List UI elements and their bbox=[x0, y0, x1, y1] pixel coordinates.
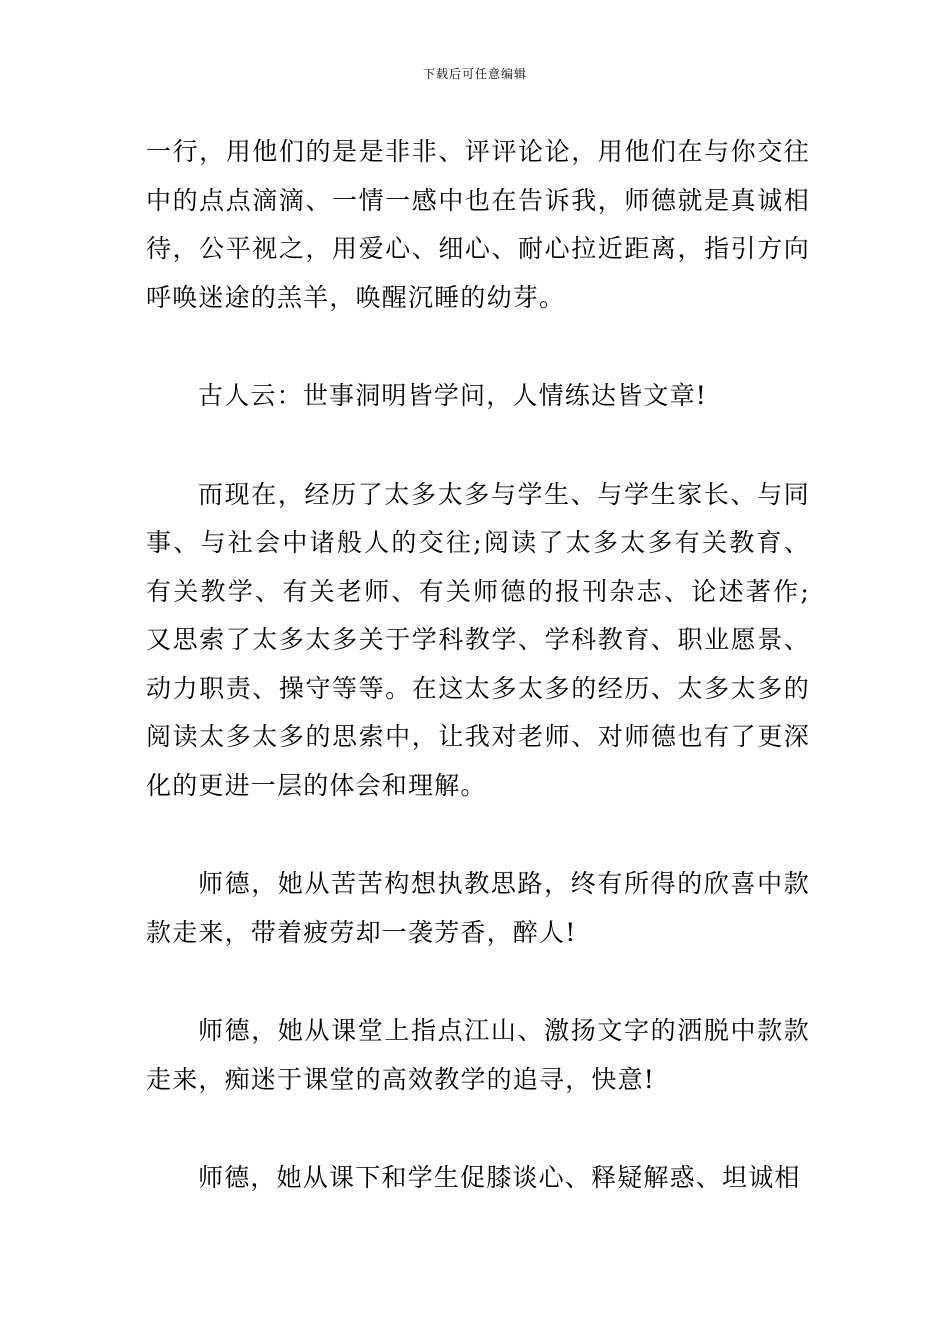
paragraph-6: 师德，她从课下和学生促膝谈心、释疑解惑、坦诚相 bbox=[198, 1163, 801, 1192]
paragraph-1: 一行，用他们的是是非非、评评论论，用他们在与你交往中的点点滴滴、一情一感中也在告诉我，师德就是真诚相待，公平视之，用爱心、细心、耐心拉近距离，指引方向呼唤迷途的羔羊，唤醒沉睡的幼芽。 bbox=[146, 137, 810, 312]
paragraph-gap bbox=[146, 810, 810, 860]
document-body bbox=[146, 128, 810, 1203]
paragraph-gap bbox=[146, 322, 810, 372]
paragraph-gap bbox=[146, 421, 810, 471]
paragraph-gap bbox=[146, 957, 810, 1007]
paragraph-3: 而现在，经历了太多太多与学生、与学生家长、与同事、与社会中诸般人的交往;阅读了太多太多有关教育、有关教学、有关老师、有关师德的报刊杂志、论述著作;又思索了太多太多关于学科教学、学科教育、职业愿景、动力职责、操守等等。在这太多太多的经历、太多太多的阅读太多太多的思索中，让我对老师、对师德也有了更深化的更进一层的体会和理解。 bbox=[146, 479, 810, 800]
page-header: 下载后可任意编辑 bbox=[422, 67, 527, 81]
paragraph-4: 师德，她从苦苦构想执教思路，终有所得的欣喜中款款走来，带着疲劳却一袭芳香，醉人! bbox=[146, 869, 810, 947]
paragraph-gap bbox=[146, 1104, 810, 1154]
paragraph-2: 古人云：世事洞明皆学问，人情练达皆文章! bbox=[198, 381, 708, 410]
paragraph-5: 师德，她从课堂上指点江山、激扬文字的洒脱中款款走来，痴迷于课堂的高效教学的追寻，快意! bbox=[146, 1016, 810, 1094]
